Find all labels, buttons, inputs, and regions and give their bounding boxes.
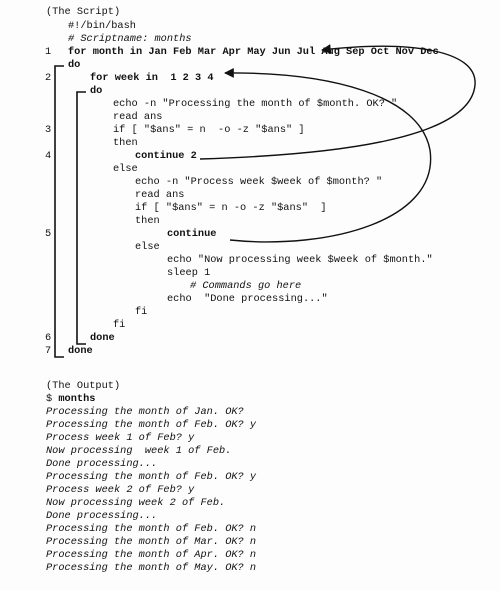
output-line: Now processing week 2 of Feb. <box>46 497 226 509</box>
output-line: Now processing week 1 of Feb. <box>46 445 232 457</box>
code-line: for month in Jan Feb Mar Apr May Jun Jul Aug Sep Oct Nov Dec <box>68 46 439 58</box>
line-number: 2 <box>45 72 52 84</box>
output-line: Done processing... <box>46 510 158 522</box>
output-line: Processing the month of Jan. OK? <box>46 406 244 418</box>
line-number: 6 <box>45 332 52 344</box>
output-line: Processing the month of May. OK? n <box>46 562 257 574</box>
code-line: else <box>113 163 138 175</box>
output-line: Process week 2 of Feb? y <box>46 484 195 496</box>
code-line: # Commands go here <box>190 280 302 292</box>
code-line: then <box>135 215 160 227</box>
output-header: (The Output) <box>46 380 121 392</box>
code-line: if [ "$ans" = n -o -z "$ans" ] <box>135 202 327 214</box>
output-line: Processing the month of Feb. OK? n <box>46 523 257 535</box>
shell-prompt: $ <box>46 393 59 405</box>
code-line: #!/bin/bash <box>68 20 136 32</box>
output-line: Processing the month of Apr. OK? n <box>46 549 257 561</box>
code-line: if [ "$ans" = n -o -z "$ans" ] <box>113 124 305 136</box>
code-line: then <box>113 137 138 149</box>
code-line: fi <box>113 319 126 331</box>
code-line: echo "Now processing week $week of $month." <box>167 254 433 266</box>
code-line: done <box>90 332 115 344</box>
line-number: 1 <box>45 46 52 58</box>
line-number: 5 <box>45 228 52 240</box>
code-line: continue 2 <box>135 150 197 162</box>
code-line: echo "Done processing..." <box>167 293 328 305</box>
continue-arrow <box>225 73 431 242</box>
output-line: Process week 1 of Feb? y <box>46 432 195 444</box>
output-line: Processing the month of Feb. OK? y <box>46 471 257 483</box>
code-line: do <box>68 59 81 71</box>
outer-loop-bracket <box>55 66 64 357</box>
line-number: 7 <box>45 345 52 357</box>
line-number: 4 <box>45 150 52 162</box>
script-header: (The Script) <box>46 6 121 18</box>
code-line: fi <box>135 306 148 318</box>
code-line: for week in 1 2 3 4 <box>90 72 214 84</box>
code-line: else <box>135 241 160 253</box>
line-number: 3 <box>45 124 52 136</box>
code-line: echo -n "Processing the month of $month. OK? " <box>113 98 398 110</box>
output-line: Processing the month of Feb. OK? y <box>46 419 257 431</box>
command-text: months <box>58 393 96 405</box>
code-line: # Scriptname: months <box>68 33 192 45</box>
output-line: Processing the month of Mar. OK? n <box>46 536 257 548</box>
continue-2-arrow <box>200 46 475 159</box>
inner-loop-bracket <box>77 92 86 344</box>
code-line: sleep 1 <box>167 267 211 279</box>
code-line: done <box>68 345 93 357</box>
code-line: continue <box>167 228 217 240</box>
code-line: do <box>90 85 103 97</box>
code-line: read ans <box>135 189 185 201</box>
output-line: Done processing... <box>46 458 158 470</box>
code-line: echo -n "Process week $week of $month? " <box>135 176 383 188</box>
code-line: read ans <box>113 111 163 123</box>
